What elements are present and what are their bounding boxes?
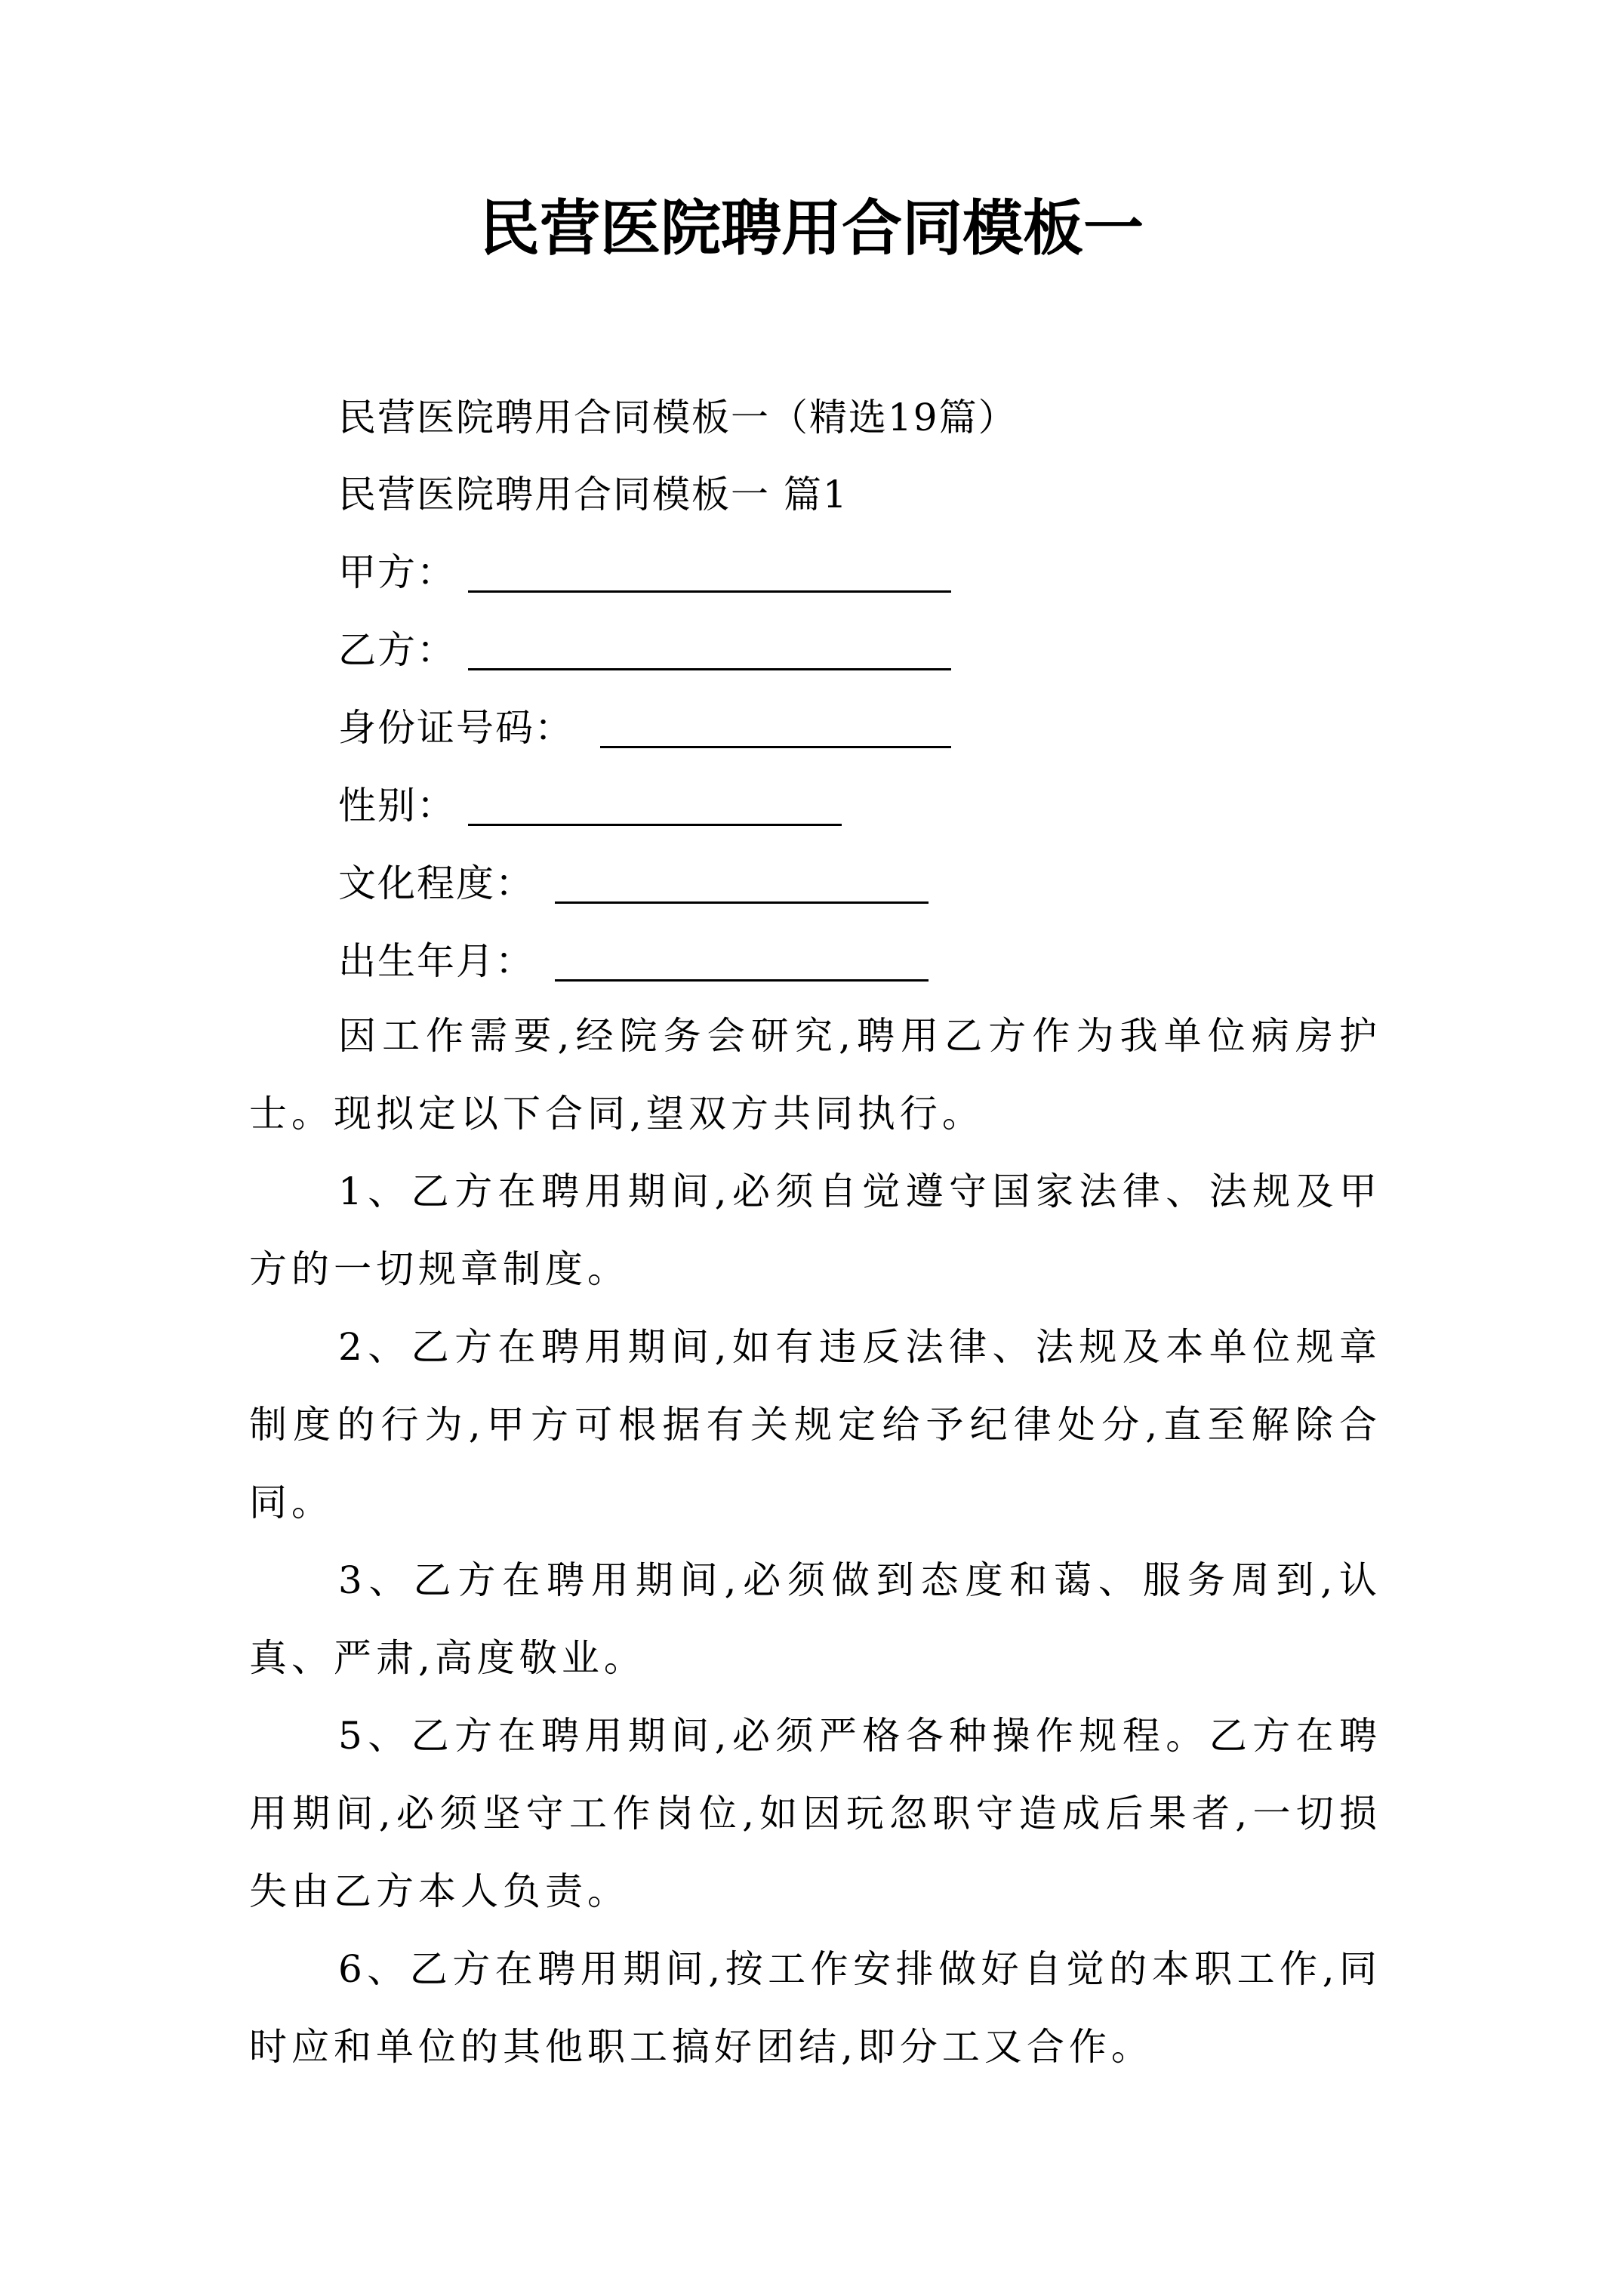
document-title: 民营医院聘用合同模板一 [479,193,1144,264]
education-label: 文化程度： [338,861,534,905]
subtitle: 民营医院聘用合同模板一（精选19篇） [338,396,1018,439]
clause-6: 6、乙方在聘用期间,按工作安排做好自觉的本职工作,同时应和单位的其他职工搞好团结,即分工又合作。 [249,1947,1381,2069]
intro-paragraph: 因工作需要,经院务会研究,聘用乙方作为我单位病房护士。现拟定以下合同,望双方共同执行。 [249,1014,1381,1136]
clause-3: 3、乙方在聘用期间,必须做到态度和蔼、服务周到,认真、严肃,高度敬业。 [249,1558,1381,1680]
gender-blank [468,824,842,826]
birth-label: 出生年月： [338,939,534,983]
education-blank [555,901,929,904]
id-number-blank [600,746,951,748]
party-a-blank [468,590,951,593]
party-b-blank [468,668,951,670]
id-number-label: 身份证号码： [338,706,574,750]
clause-1: 1、乙方在聘用期间,必须自觉遵守国家法律、法规及甲方的一切规章制度。 [249,1170,1381,1291]
party-a-label: 甲方： [338,550,456,594]
clause-5: 5、乙方在聘用期间,必须严格各种操作规程。乙方在聘用期间,必须坚守工作岗位,如因玩忽职守造成后果者,一切损失由乙方本人负责。 [249,1714,1381,1913]
party-b-label: 乙方： [338,628,456,672]
birth-blank [555,979,929,982]
section-heading: 民营医院聘用合同模板一 篇1 [338,473,848,516]
clause-2: 2、乙方在聘用期间,如有违反法律、法规及本单位规章制度的行为,甲方可根据有关规定给予纪律处分,直至解除合同。 [249,1325,1381,1524]
gender-label: 性别： [338,784,456,827]
